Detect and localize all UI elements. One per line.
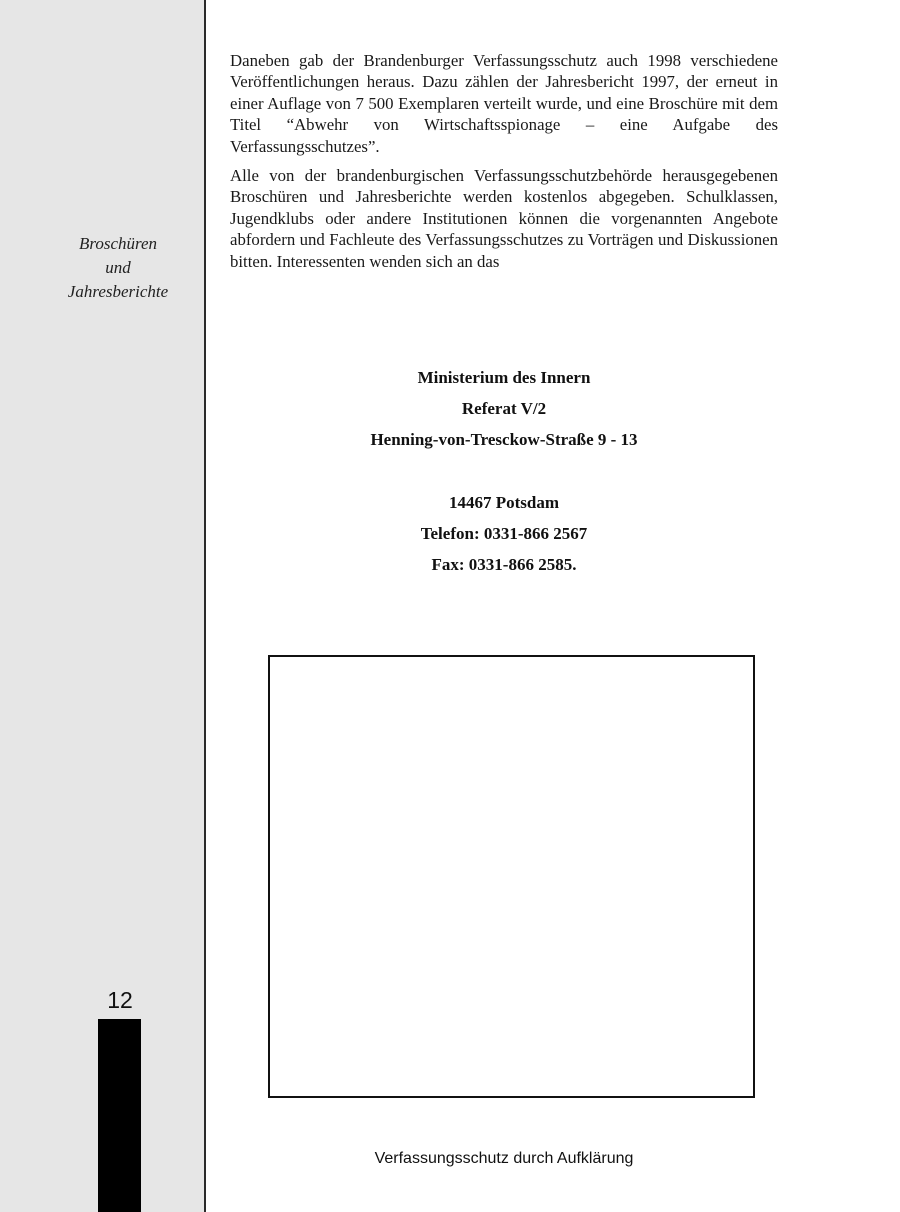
page-footer: Verfassungsschutz durch Aufklärung: [374, 1150, 634, 1167]
empty-image-frame: [268, 655, 755, 1098]
contact-phone: Telefon: 0331-866 2567: [420, 524, 588, 543]
contact-fax: Fax: 0331-866 2585.: [431, 555, 577, 574]
address-department: Referat V/2: [461, 399, 547, 418]
address-city: 14467 Potsdam: [448, 493, 560, 512]
margin-divider-line: [204, 0, 206, 1212]
page-number-bar: [98, 1019, 141, 1212]
margin-note-line: Jahresberichte: [67, 282, 169, 301]
body-text: [230, 50, 778, 280]
page-number: 12: [107, 987, 133, 1013]
margin-note-line: Broschüren: [78, 234, 158, 253]
paragraph: Daneben gab der Brandenburger Verfassungsschutz auch 1998 verschiedene Veröffentlichungen heraus. Dazu zählen der Jahresbericht 1997, der erneut in einer Auflage von 7 500 Exemplaren verteilt wurde, und eine Broschüre mit dem Titel “Abwehr von Wirtschaftsspionage – eine Aufgabe des Verfassungsschutzes”.: [230, 51, 778, 156]
address-ministry: Ministerium des Innern: [417, 368, 591, 387]
margin-note-line: und: [105, 258, 131, 277]
address-street: Henning-von-Tresckow-Straße 9 - 13: [370, 430, 638, 449]
paragraph: Alle von der brandenburgischen Verfassungsschutzbehörde herausgegebenen Broschüren und Jahresberichte werden kostenlos abgegeben. Schulklassen, Jugendklubs oder andere Institutionen können die vorgenannten Angebote abfordern und Fachleute des Verfassungsschutzes zu Vorträgen und Diskussionen bitten. Interessenten wenden sich an das: [230, 166, 778, 271]
address-block: [230, 362, 778, 455]
margin-note: [20, 232, 216, 304]
contact-block: [230, 487, 778, 580]
